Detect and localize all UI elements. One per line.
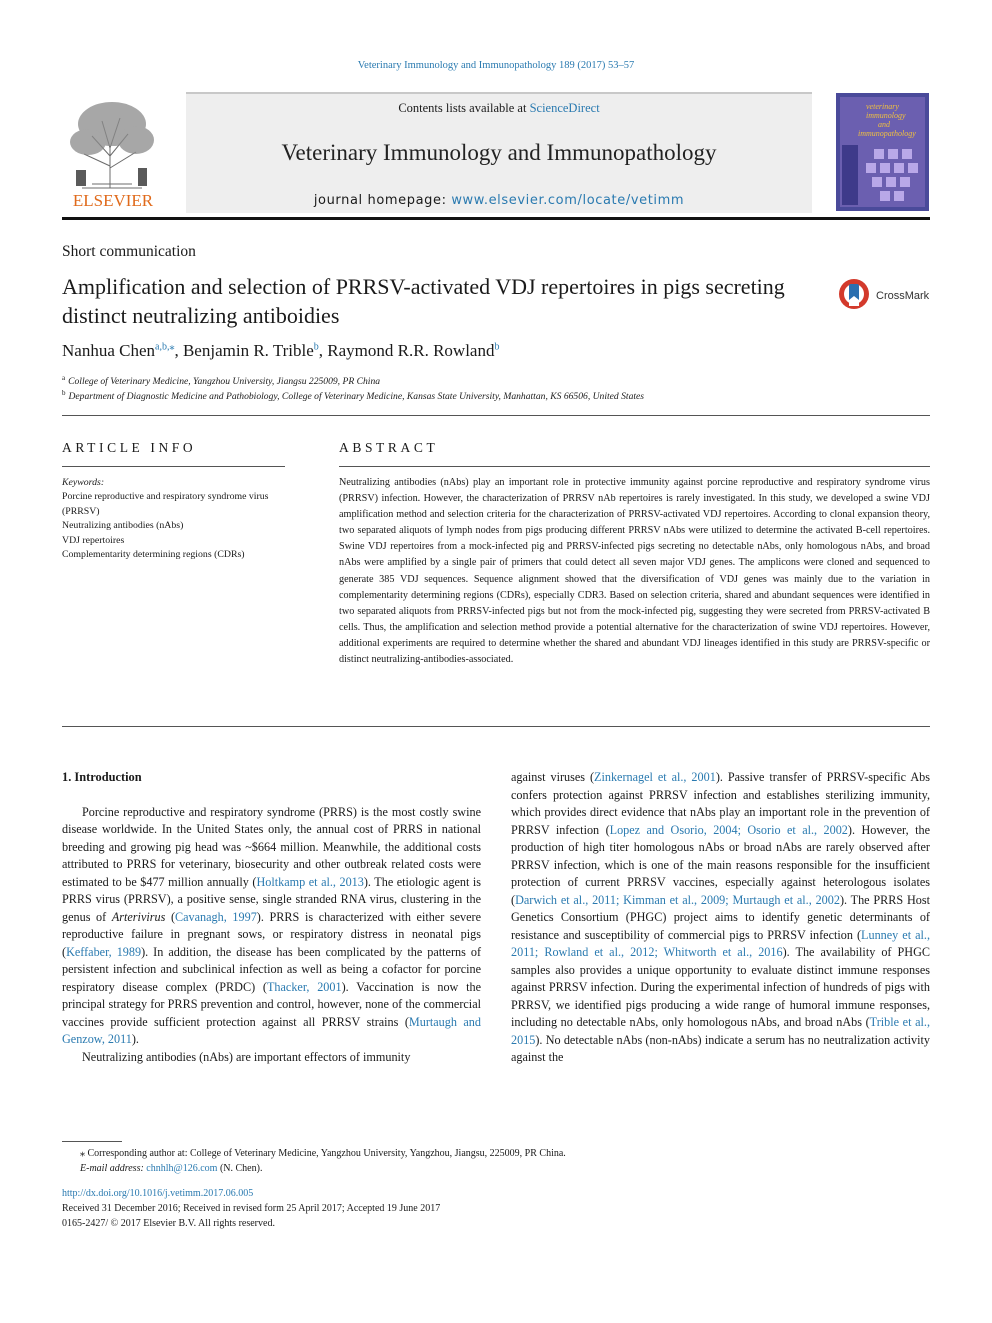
homepage-prefix: journal homepage: [313, 193, 452, 208]
journal-citation-link[interactable]: Veterinary Immunology and Immunopathology 189 (2017) 53–57 [357, 60, 635, 71]
divider [339, 466, 930, 467]
article-type: Short communication [62, 243, 196, 260]
citation-link[interactable]: Thacker, 2001 [266, 979, 342, 994]
elsevier-wordmark: ELSEVIER [72, 191, 154, 210]
keyword: Neutralizing antibodies (nAbs) [62, 520, 184, 532]
footnote-rule [62, 1141, 122, 1142]
divider [62, 726, 930, 727]
citation-link[interactable]: Zinkernagel et al., 2001 [594, 770, 716, 784]
cover-title-line-1: veterinary [866, 102, 899, 111]
citation-link[interactable]: Lopez and Osorio, 2004; Osorio et al., 2002 [609, 822, 848, 837]
keyword: Porcine reproductive and respiratory syndrome virus (PRRSV) [62, 491, 269, 517]
email-label: E-mail address: [80, 1163, 147, 1174]
journal-title: Veterinary Immunology and Immunopathology [281, 140, 717, 165]
citation-link[interactable]: Darwich et al., 2011; Kimman et al., 2009; Murtaugh et al., 2002 [515, 892, 840, 907]
citation-link[interactable]: Keffaber, 1989 [66, 944, 142, 959]
doi-link[interactable]: http://dx.doi.org/10.1016/j.vetimm.2017.06.005 [62, 1188, 254, 1199]
affiliation [62, 374, 380, 387]
affiliation-text: College of Veterinary Medicine, Yangzhou University, Jiangsu 225009, PR China [68, 376, 381, 388]
author-name[interactable]: Nanhua Chen [62, 341, 156, 360]
author-sup[interactable]: b [313, 341, 319, 353]
citation-link[interactable]: Lunney et al., 2011; Rowland et al., 2012; Whitworth et al., 2016 [511, 927, 930, 959]
crossmark-icon[interactable] [838, 278, 932, 310]
affiliation-label: b [62, 389, 66, 397]
corresponding-author-note: ⁎ Corresponding author at: College of Veterinary Medicine, Yangzhou University, Yangzhou, Jiangsu, 225009, PR China. [80, 1148, 566, 1159]
crossmark-label: CrossMark [876, 290, 930, 302]
header-rule [62, 217, 930, 220]
keyword: VDJ repertoires [62, 534, 125, 546]
received-dates: Received 31 December 2016; Received in revised form 25 April 2017; Accepted 19 June 2017 [62, 1203, 441, 1214]
affiliation-text: Department of Diagnostic Medicine and Pathobiology, College of Veterinary Medicine, Kansas State University, Manhattan, KS 66506, United States [68, 391, 645, 403]
cover-title-line-4: immunopathology [858, 129, 916, 138]
journal-cover-icon[interactable] [836, 93, 929, 211]
author-list: Nanhua Chen$^{a,b,⁎}$, Benjamin R. Trible$^b$, Raymond R.R. Rowland$^b$ [62, 341, 500, 360]
body-paragraph: against viruses (Zinkernagel et al., 2001). Passive transfer of PRRSV-specific Abs confers protection against PRRSV infection and establishes sterilizing immunity, which provides direct evidence that nAbs play an important role in the prevention of PRRSV infection (Lopez and Osorio, 2004; Osorio et al., 2002). However, the production of high titer homologous nAbs or broad nAbs are rarely observed after PRRSV infection, which is one of the main reasons responsible for the insufficient protection of current PRRSV vaccines, especially against heterologous isolates (Darwich et al., 2011; Kimman et al., 2009; Murtaugh et al., 2002). The PRRS Host Genetics Consortium (PHGC) project aims to identify genetic determinants of resistance and susceptibility of commercial pigs to PRRSV infection (Lunney et al., 2011; Rowland et al., 2012; Whitworth et al., 2016). The availability of PHGC samples also provides a unique opportunity to evaluate distinct immune responses against PRRSV infection. During the experimental infection of hundreds of pigs with PRRSV, we identified pigs producing a wide range of humoral immune responses, including no detectable nAbs, only homologous nAbs, and broad nAbs (Trible et al., 2015). No detectable nAbs (non-nAbs) indicate a serum has no neutralization activity against the [511, 770, 931, 1064]
contents-prefix: Contents lists available at [398, 101, 530, 115]
elsevier-logo-icon[interactable] [62, 96, 164, 211]
author-name[interactable]: Raymond R.R. Rowland [327, 341, 495, 360]
keywords-block [62, 476, 292, 562]
citation-link[interactable]: Cavanagh, 1997 [175, 909, 257, 924]
body-paragraph: Neutralizing antibodies (nAbs) are important effectors of immunity [82, 1049, 411, 1064]
affiliation-label: a [62, 374, 66, 382]
citation-link[interactable]: Murtaugh and Genzow, 2011 [62, 1014, 481, 1046]
homepage-link[interactable]: www.elsevier.com/locate/vetimm [451, 193, 685, 208]
affiliation [62, 389, 644, 402]
abstract-heading: ABSTRACT [339, 440, 439, 455]
keyword: Complementarity determining regions (CDRs) [62, 549, 245, 561]
cover-title-line-2: immunology [866, 111, 906, 120]
email-link[interactable]: chnhlh@126.com [146, 1163, 218, 1174]
author-sup[interactable]: b [494, 341, 500, 353]
body-column-left [62, 769, 481, 1066]
body-column-right [511, 769, 930, 1067]
divider [62, 415, 930, 416]
genus-name: Arterivirus [111, 909, 166, 924]
sciencedirect-link[interactable]: ScienceDirect [529, 101, 600, 115]
body-paragraph: Porcine reproductive and respiratory syndrome (PRRS) is the most costly swine disease worldwide. In the United States only, the annual cost of PRRS in national breeding and growing pig head was ~$664 million. Meanwhile, the additional costs attributed to PRRS for veterinary, biosecurity and other outbreak related costs were estimated to be $477 million annually (Holtkamp et al., 2013). The etiologic agent is PRRS virus (PRRSV), a positive sense, single stranded RNA virus, clustering in the genus of Arterivirus (Cavanagh, 1997). PRRS is characterized with either severe reproductive failure in pregnant sows, or respiratory distress in neonatal pigs (Keffaber, 1989). In addition, the disease has been complicated by the patterns of persistent infection and subclinical infection as well as being a cofactor for porcine respiratory disease complex (PRDC) (Thacker, 2001). Vaccination is now the principal strategy for PRRS prevention and control, however, none of the commercial vaccines provide sufficient protection against all PRRSV strains (Murtaugh and Genzow, 2011). [62, 804, 482, 1046]
section-heading-introduction: 1. Introduction [62, 770, 142, 784]
cover-title-line-3: and [878, 120, 890, 129]
divider [62, 466, 285, 467]
footnote [62, 1146, 566, 1176]
copyright: 0165-2427/ © 2017 Elsevier B.V. All rights reserved. [62, 1218, 275, 1229]
homepage-line [186, 193, 812, 208]
email-line: E-mail address: chnhlh@126.com (N. Chen). [80, 1163, 263, 1174]
citation-link[interactable]: Trible et al., 2015 [511, 1015, 930, 1047]
article-info-heading: ARTICLE INFO [62, 440, 197, 455]
author-name[interactable]: Benjamin R. Trible [182, 341, 314, 360]
author-sup[interactable]: a,b,⁎ [155, 341, 175, 353]
keywords-label: Keywords: [62, 477, 105, 488]
abstract-text: Neutralizing antibodies (nAbs) play an important role in protective immunity against porcine reproductive and respiratory syndrome virus (PRRSV) infection. However, the characterization of PRRSV nAb repertoires is rarely investigated. In this study, we developed a swine VDJ amplification method and selection criteria for the characterization of PRRSV-activated VDJ repertoires. According to clonal expansion theory, two separated aliquots of lymph nodes from pigs producing different PRRSV nAbs were utilized to determine the activated B-cell repertoires. Swine VDJ repertoires from a mock-infected pig and PRRSV-infected pigs secreting no detectable nAbs, only homologous nAbs, and broad nAbs were amplified by a single pair of primers that could detect all seven major VDJ genes. The amplicons were cloned and sequenced to generate 385 VDJ sequences. Sequence alignment showed that the diversification of VDJ genes was mainly due to the variation in complementarity determining regions (CDRs), especially CDR3. Based on selection criteria, shared and abundant sequences were identified in two separated aliquots from PRRSV-infected pigs but not from the mock-infected pig, suggesting they were secreted from PRRSV-activated B cells. Thus, the amplification and selection method provide a potential alternative for the characterization of swine VDJ repertoires. However, additional experiments are required to determine whether the shared and abundant VDJ lineages identified in this study are PRRSV-specific or distinct neutralizing-antibodies-associated. [339, 477, 930, 666]
contents-line [186, 101, 812, 116]
citation-link[interactable]: Holtkamp et al., 2013 [256, 874, 364, 889]
article-title: Amplification and selection of PRRSV-activated VDJ repertoires in pigs secreting distinct neutralizing antiboidies [62, 274, 785, 328]
